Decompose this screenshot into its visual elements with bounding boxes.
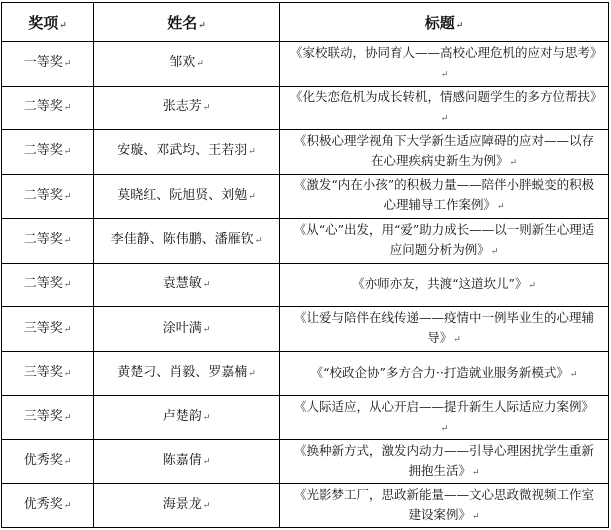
paragraph-mark-icon: ↵ (202, 324, 211, 335)
award-cell (2, 439, 94, 484)
name-cell-text: 卢楚韵 (162, 409, 202, 425)
title-cell-text: 《亦师亦友，共渡“这道坎儿”》 (352, 275, 528, 291)
paragraph-mark-icon: ↵ (248, 369, 256, 380)
award-cell (2, 263, 94, 307)
table-row (2, 86, 609, 130)
paragraph-mark-icon: ↵ (202, 413, 211, 424)
paragraph-mark-icon: ↵ (202, 103, 211, 114)
award-cell (2, 396, 94, 440)
awards-table (1, 2, 609, 528)
paragraph-mark-icon: ↵ (196, 59, 204, 70)
header-award (2, 3, 94, 42)
paragraph-mark-icon: ↵ (528, 280, 536, 291)
award-cell (2, 307, 94, 352)
title-cell (280, 351, 609, 396)
paragraph-mark-icon: ↵ (202, 501, 211, 512)
name-cell-text: 李佳静、陈伟鹏、潘雁钦 (110, 232, 254, 248)
paragraph-mark-icon: ↵ (63, 280, 72, 291)
title-cell (280, 130, 609, 175)
award-cell (2, 219, 94, 264)
title-cell (280, 42, 609, 87)
award-cell-text: 三等奖 (23, 320, 63, 336)
header-title (280, 3, 609, 42)
title-cell (280, 307, 609, 352)
header-name-label: 姓名 (167, 13, 198, 32)
paragraph-mark-icon: ↵ (63, 457, 72, 468)
paragraph-mark-icon: ↵ (63, 501, 72, 512)
table-row (2, 351, 609, 396)
header-name (94, 3, 280, 42)
paragraph-mark-icon: ↵ (63, 103, 72, 114)
table-row (2, 174, 609, 219)
paragraph-mark-icon: ↵ (490, 246, 499, 257)
name-cell-text: 邹欢 (169, 55, 196, 71)
name-cell (94, 42, 280, 87)
paragraph-mark-icon: ↵ (63, 191, 72, 202)
name-cell (94, 219, 280, 264)
name-cell (94, 307, 280, 352)
title-cell-text: 《化失恋危机为成长转机，情感问题学生的多方位帮扶》 (290, 88, 603, 104)
table-row (2, 307, 609, 352)
award-cell (2, 351, 94, 396)
paragraph-mark-icon: ↵ (440, 113, 449, 124)
title-cell (280, 484, 609, 528)
award-cell-text: 二等奖 (23, 276, 63, 292)
paragraph-mark-icon: ↵ (202, 280, 211, 291)
name-cell (94, 174, 280, 219)
award-cell-text: 三等奖 (23, 409, 63, 425)
table-row (2, 130, 609, 175)
name-cell-text: 张志芳 (162, 99, 202, 115)
title-cell-text: 《家校联动，协同育人——高校心理危机的应对与思考》 (290, 44, 603, 60)
name-cell-text: 莫晓红、阮旭贤、刘勉 (117, 187, 248, 203)
name-cell-text: 袁慧敏 (162, 276, 202, 292)
title-cell (280, 219, 609, 264)
award-cell (2, 86, 94, 130)
award-cell-text: 二等奖 (23, 187, 63, 203)
paragraph-mark-icon: ↵ (63, 369, 72, 380)
paragraph-mark-icon: ↵ (248, 191, 256, 202)
title-cell-text: 《换种新方式，激发内动力——引导心理困扰学生重新拥抱生活》 (293, 442, 594, 478)
name-cell-text: 陈嘉倩 (162, 453, 202, 469)
table-row (2, 219, 609, 264)
name-cell-text: 涂叶满 (162, 320, 202, 336)
title-cell-text: 《“校政企协”多方合力··打造就业服务新模式》 (310, 364, 569, 380)
name-cell (94, 130, 280, 175)
name-cell-text: 黄楚刁、肖毅、罗嘉楠 (117, 365, 248, 381)
award-cell-text: 二等奖 (23, 232, 63, 248)
table-row (2, 42, 609, 87)
name-cell (94, 86, 280, 130)
title-cell-text: 《从“心”出发，用“爱”助力成长——以一则新生心理适应问题分析为例》 (293, 221, 595, 257)
paragraph-mark-icon: ↵ (63, 236, 72, 247)
header-award-label: 奖项 (28, 13, 59, 32)
paragraph-mark-icon: ↵ (248, 147, 256, 158)
paragraph-mark-icon: ↵ (453, 335, 461, 346)
name-cell-text: 海景龙 (162, 497, 202, 513)
paragraph-mark-icon: ↵ (440, 69, 449, 80)
table-row (2, 396, 609, 440)
paragraph-mark-icon: ↵ (471, 511, 480, 522)
award-cell (2, 484, 94, 528)
award-cell-text: 二等奖 (23, 99, 63, 115)
title-cell-text: 《人际适应，从心开启——提升新生人际适应力案例》 (293, 398, 594, 414)
title-cell (280, 439, 609, 484)
award-cell-text: 二等奖 (23, 143, 63, 159)
award-cell-text: 三等奖 (23, 365, 63, 381)
paragraph-mark-icon: ↵ (202, 457, 211, 468)
paragraph-mark-icon: ↵ (455, 20, 464, 31)
paragraph-mark-icon: ↵ (63, 147, 72, 158)
name-cell (94, 396, 280, 440)
paragraph-mark-icon: ↵ (63, 59, 72, 70)
paragraph-mark-icon: ↵ (59, 20, 67, 31)
title-cell (280, 396, 609, 440)
table-row (2, 263, 609, 307)
award-cell-text: 优秀奖 (23, 497, 63, 513)
title-cell-text: 《让爱与陪伴在线传递——疫情中一例毕业生的心理辅导》 (293, 310, 594, 346)
title-cell-text: 《光影梦工厂，思政新能量——文心思政微视频工作室建设案例》 (293, 486, 594, 522)
paragraph-mark-icon: ↵ (254, 236, 263, 247)
paragraph-mark-icon: ↵ (198, 20, 206, 31)
award-cell-text: 一等奖 (23, 55, 63, 71)
name-cell (94, 351, 280, 396)
paragraph-mark-icon: ↵ (471, 467, 480, 478)
title-cell-text: 《激发“内在小孩”的积极力量——陪伴小胖蜕变的积极心理辅导工作案例》 (293, 177, 595, 213)
name-cell-text: 安璇、邓武均、王若羽 (117, 143, 248, 159)
paragraph-mark-icon: ↵ (440, 423, 449, 434)
table-row (2, 484, 609, 528)
name-cell (94, 484, 280, 528)
paragraph-mark-icon: ↵ (509, 157, 518, 168)
paragraph-mark-icon: ↵ (63, 413, 72, 424)
award-cell (2, 42, 94, 87)
header-title-label: 标题 (424, 13, 455, 32)
title-cell (280, 174, 609, 219)
paragraph-mark-icon: ↵ (569, 369, 578, 380)
title-cell (280, 86, 609, 130)
title-cell (280, 263, 609, 307)
table-row (2, 439, 609, 484)
paragraph-mark-icon: ↵ (496, 202, 505, 213)
name-cell (94, 263, 280, 307)
name-cell (94, 439, 280, 484)
title-cell-text: 《积极心理学视角下大学新生适应障碍的应对——以存在心理疾病史新生为例》 (293, 132, 594, 168)
award-cell (2, 130, 94, 175)
header-row (2, 3, 609, 42)
paragraph-mark-icon: ↵ (63, 324, 72, 335)
award-cell (2, 174, 94, 219)
award-cell-text: 优秀奖 (23, 453, 63, 469)
